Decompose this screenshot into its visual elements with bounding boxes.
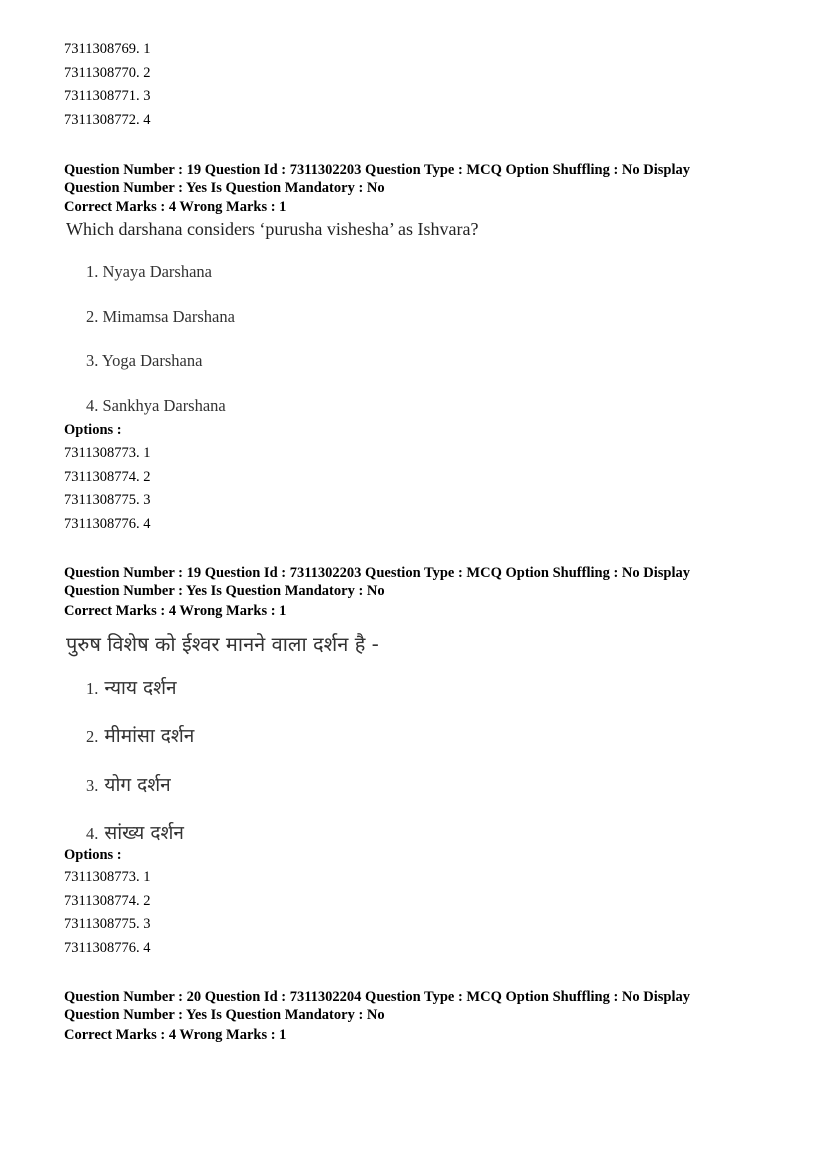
question-meta-line2: Question Number : Yes Is Question Mandatory : No [64,583,385,599]
q19-hi-choice-3 [86,771,171,797]
option-id: 7311308772. 4 [64,111,151,128]
q19-en-choice-2: 2. Mimamsa Darshana [86,307,235,326]
q19-en-marks: Correct Marks : 4 Wrong Marks : 1 [64,199,287,215]
option-id: 7311308769. 1 [64,41,151,57]
question-meta-line2: Question Number : Yes Is Question Mandatory : No [64,1007,385,1023]
previous-question-options [64,38,150,132]
choice-text: मीमांसा दर्शन [104,725,195,747]
choice-text: न्याय दर्शन [104,677,177,699]
q19-hi-marks: Correct Marks : 4 Wrong Marks : 1 [64,603,287,619]
option-id: 7311308776. 4 [64,515,151,532]
q19-hi-options [64,866,150,960]
choice-text: सांख्य दर्शन [104,822,184,844]
option-id: 7311308776. 4 [64,939,151,956]
option-id: 7311308775. 3 [64,916,151,932]
question-meta-line1: Question Number : 19 Question Id : 7311302203 Question Type : MCQ Option Shuffling : No Display [64,162,690,178]
q19-en-question-text: Which darshana considers ‘purusha vishesha’ as Ishvara? [66,219,479,239]
q19-hi-options-label: Options : [64,847,122,863]
q19-en-meta [64,161,690,197]
question-meta-line1: Question Number : 20 Question Id : 7311302204 Question Type : MCQ Option Shuffling : No Display [64,989,690,1005]
q19-en-choice-1: 1. Nyaya Darshana [86,262,212,281]
question-meta-line2: Question Number : Yes Is Question Mandatory : No [64,180,385,196]
choice-number: 4. [86,824,99,843]
q19-hi-meta [64,564,690,600]
option-id: 7311308770. 2 [64,64,151,81]
option-id: 7311308775. 3 [64,492,151,508]
question-meta-line1: Question Number : 19 Question Id : 7311302203 Question Type : MCQ Option Shuffling : No Display [64,565,690,581]
q19-hi-choice-2 [86,722,194,748]
q19-en-choice-4: 4. Sankhya Darshana [86,396,226,415]
q20-marks: Correct Marks : 4 Wrong Marks : 1 [64,1027,287,1043]
option-id: 7311308773. 1 [64,869,151,885]
option-id: 7311308771. 3 [64,88,151,104]
q19-en-choice-3: 3. Yoga Darshana [86,351,203,370]
q19-en-options-label: Options : [64,422,122,438]
option-id: 7311308774. 2 [64,468,151,485]
q19-hi-choice-1 [86,674,177,700]
q19-hi-choice-4 [86,819,184,845]
q19-hi-question-text: पुरुष विशेष को ईश्वर मानने वाला दर्शन है - [66,632,379,656]
option-id: 7311308774. 2 [64,892,151,909]
option-id: 7311308773. 1 [64,445,151,461]
q19-en-options [64,442,150,536]
choice-number: 2. [86,727,99,746]
q20-meta [64,988,690,1024]
choice-number: 1. [86,679,99,698]
choice-text: योग दर्शन [104,774,171,796]
choice-number: 3. [86,776,99,795]
